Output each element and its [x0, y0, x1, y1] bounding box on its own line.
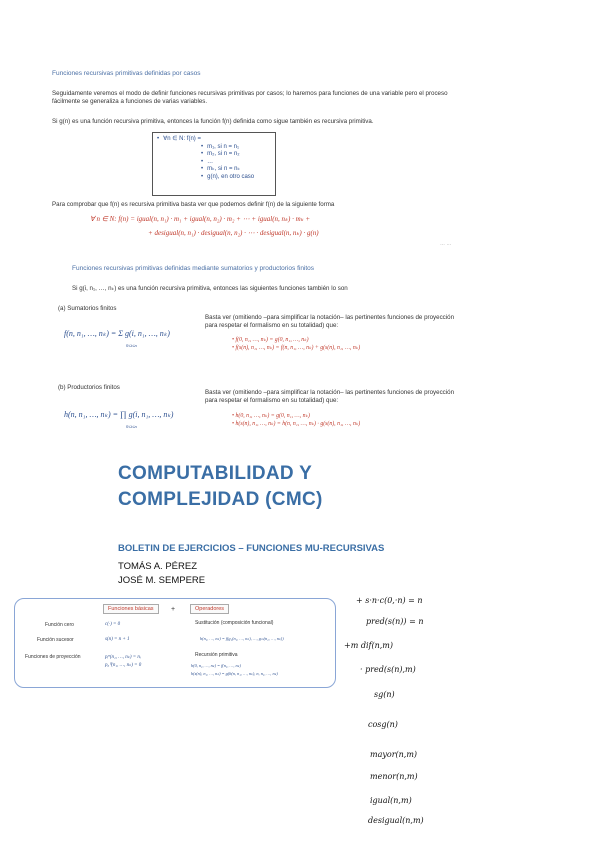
product-rule: • h(s(n), n₁, …, nₖ) = h(n, n₁, …, nₖ) · g(s(n), n₁, …, nₖ) [232, 420, 462, 428]
plus-sign: + [171, 606, 176, 613]
recursion-rule: h(0, n₁, …, nₖ) = f(n₁, …, nₖ) [191, 663, 241, 668]
row-value: s(n) = n + 1 [105, 637, 130, 642]
cover-title-line-1: COMPUTABILIDAD Y [118, 463, 313, 484]
basic-functions-button[interactable]: Funciones básicas [103, 604, 159, 614]
row-label: Función sucesor [37, 637, 74, 643]
box-item: • m₂, si n = n₂ [201, 151, 275, 159]
note-1: + s·n·c(0,·n) = n [356, 596, 423, 605]
recursion-rule: h(s(n), n₁, …, nₖ) = g(h(n, n₁, …, nₖ), n, n₁, …, nₖ) [191, 671, 278, 676]
intro-paragraph: Seguidamente veremos el modo de definir funciones recursivas primitivas por casos; lo haremos para funciones de una variable pero el proceso fácilmente se generaliza a funciones de varias variables. [52, 90, 448, 105]
note-3: +m dif(n,m) [344, 641, 393, 650]
note-7: mayor(n,m) [370, 750, 418, 759]
premise-paragraph: Si g(n) es una función recursiva primitiva, entonces la función f(n) definida como sigue también es recursiva primitiva. [52, 118, 374, 125]
summary-panel [14, 598, 336, 688]
formula-line-2: + desigual(n, n₁) · desigual(n, n₂) · ⋯ · desigual(n, nₖ) · g(n) [148, 229, 319, 237]
trailing-dots: … … [440, 241, 452, 247]
box-item: • mₖ, si n = nₖ [201, 166, 275, 174]
note-9: igual(n,m) [370, 796, 412, 805]
author-2: JOSÉ M. SEMPERE [118, 575, 206, 586]
sum-formula: f(n, n₁, …, nₖ) = Σ g(i, n₁, …, nₖ) [64, 329, 170, 338]
substitution-title: Sustitución (composición funcional) [195, 620, 274, 626]
sum-rule: • f(s(n), n₁, …, nₖ) = f(n, n₁, …, nₖ) + g(s(n), n₁, …, nₖ) [232, 344, 462, 352]
note-10: desigual(n,m) [368, 816, 424, 825]
row-label: Funciones de proyección [25, 654, 81, 660]
note-4: · pred(s(n),m) [360, 665, 416, 674]
sum-range: 0≤i≤n [126, 343, 137, 348]
product-range: 0≤i≤n [126, 424, 137, 429]
cover-subtitle: BOLETIN DE EJERCICIOS – FUNCIONES MU-RECURSIVAS [118, 543, 385, 554]
note-8: menor(n,m) [370, 772, 418, 781]
box-item: • g(n), en otro caso [201, 174, 275, 182]
operators-button[interactable]: Operadores [190, 604, 229, 614]
cases-definition-box [152, 132, 276, 196]
projection-extra: p₀⁰(n₁, …, nₖ) = 0 [105, 663, 142, 668]
sum-label: (a) Sumatorios finitos [58, 305, 117, 312]
substitution-formula: h(n₁, …, nₖ) = f(g₁(n₁, …, nₖ), …, gₘ(n₁, …, nₖ)) [200, 636, 284, 641]
row-value: c(·) = 0 [105, 622, 121, 627]
product-formula: h(n, n₁, …, nₖ) = ∏ g(i, n₁, …, nₖ) [64, 410, 174, 419]
section-title-sums: Funciones recursivas primitivas definidas mediante sumatorios y productorios finitos [72, 265, 315, 272]
formula-line-1: ∀ n ∈ N: f(n) = igual(n, n₁) · m₁ + igual(n, n₂) · m₂ + ⋯ + igual(n, nₖ) · mₖ + [90, 215, 311, 223]
author-1: TOMÁS A. PÉREZ [118, 561, 198, 572]
product-rule: • h(0, n₁, …, nₖ) = g(0, n₁, …, nₖ) [232, 412, 462, 420]
row-label: Función cero [45, 622, 74, 628]
note-2: pred(s(n)) = n [366, 617, 424, 626]
cover-title-line-2: COMPLEJIDAD (CMC) [118, 489, 323, 510]
box-item: • m₁, si n = n₁ [201, 144, 275, 152]
product-explanation: Basta ver (omitiendo –para simplificar la notación– las pertinentes funciones de proyección para respetar el formalismo en su totalidad) que: [205, 389, 455, 404]
box-head: • ∀n ∈ N: f(n) = [157, 136, 275, 144]
sum-explanation: Basta ver (omitiendo –para simplificar la notación– las pertinentes funciones de proyección para respetar el formalismo en su totalidad) que: [205, 314, 455, 329]
product-label: (b) Productorios finitos [58, 384, 120, 391]
box-item: • … [201, 159, 275, 167]
proof-intro: Para comprobar que f(n) es recursiva primitiva basta ver que podemos definir f(n) de la siguiente forma [52, 201, 335, 208]
sums-premise: Si g(i, n₁, …, nₖ) es una función recursiva primitiva, entonces las siguientes funciones también lo son [72, 285, 348, 292]
sum-rule: • f(0, n₁, …, nₖ) = g(0, n₁, …, nₖ) [232, 336, 462, 344]
recursion-title: Recursión primitiva [195, 652, 238, 658]
section-title-cases: Funciones recursivas primitivas definidas por casos [52, 70, 201, 77]
row-value: pᵢⁿ(n₁, …, nₖ) = nᵢ [105, 655, 141, 660]
note-6: cosg(n) [368, 720, 398, 729]
note-5: sg(n) [374, 690, 395, 699]
